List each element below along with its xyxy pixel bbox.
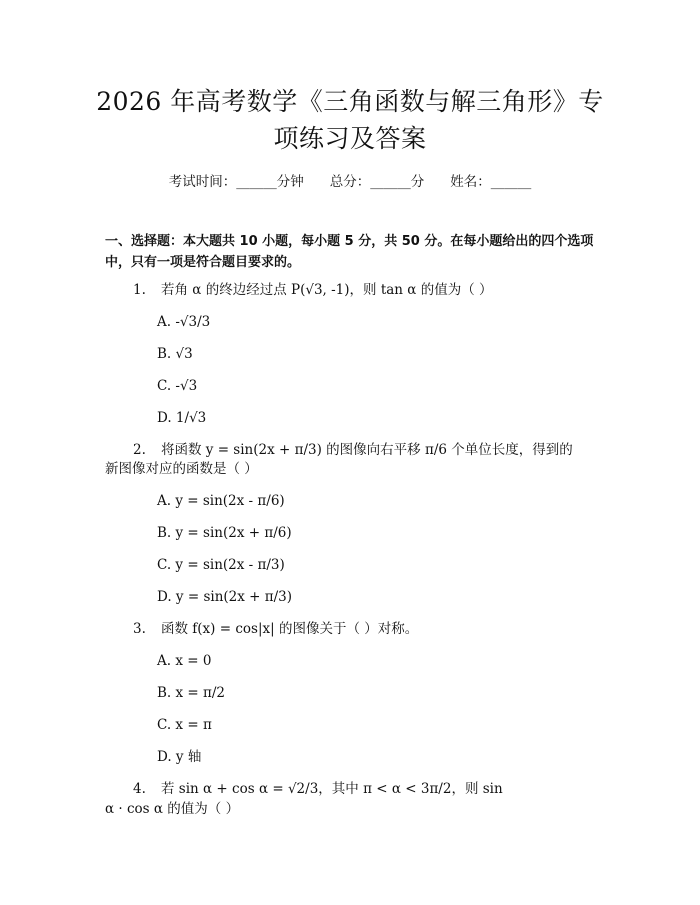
question-number: 2. [133,442,146,458]
question-number: 1. [133,282,146,298]
option-1c: C. -√3 [157,378,198,394]
option-2a: A. y = sin(2x - π/6) [157,493,285,509]
exam-score: 总分：______分 [329,174,425,190]
question-text: 函数 f(x) = cos|x| 的图像关于（ ）对称。 [161,621,419,637]
question-text: 将函数 y = sin(2x + π/3) 的图像向右平移 π/6 个单位长度，得到的 [161,442,573,458]
section-heading: 一、选择题：本大题共 10 小题，每小题 5 分，共 50 分。在每小题给出的四个选项中，只有一项是符合题目要求的。 [105,234,594,270]
exam-info [0,170,700,190]
question-1 [133,284,492,298]
option-2d: D. y = sin(2x + π/3) [157,589,293,605]
exam-time: 考试时间：______分钟 [168,174,304,190]
question-4 [133,783,503,797]
question-4-continued: α · cos α 的值为（ ） [105,801,240,817]
option-1d: D. 1/√3 [157,410,207,426]
question-2-continued: 新图像对应的函数是（ ） [105,461,258,477]
option-1a: A. -√3/3 [157,314,211,330]
question-number: 3. [133,621,146,637]
question-text: 若角 α 的终边经过点 P(√3, -1)，则 tan α 的值为（ ） [161,282,493,298]
question-number: 4. [133,781,146,797]
question-2 [133,444,573,458]
page-title-line1: 2026 年高考数学《三角函数与解三角形》专 [96,87,604,116]
option-3d: D. y 轴 [157,749,202,765]
option-3c: C. x = π [157,717,212,733]
option-2b: B. y = sin(2x + π/6) [157,525,292,541]
exam-name: 姓名：______ [450,174,532,190]
question-3 [133,623,418,637]
option-2c: C. y = sin(2x - π/3) [157,557,285,573]
option-1b: B. √3 [157,346,193,362]
option-3b: B. x = π/2 [157,685,226,701]
question-text: 若 sin α + cos α = √2/3，其中 π < α < 3π/2，则 sin [161,781,503,797]
page-title-line2: 项练习及答案 [273,124,427,153]
option-3a: A. x = 0 [157,653,212,669]
